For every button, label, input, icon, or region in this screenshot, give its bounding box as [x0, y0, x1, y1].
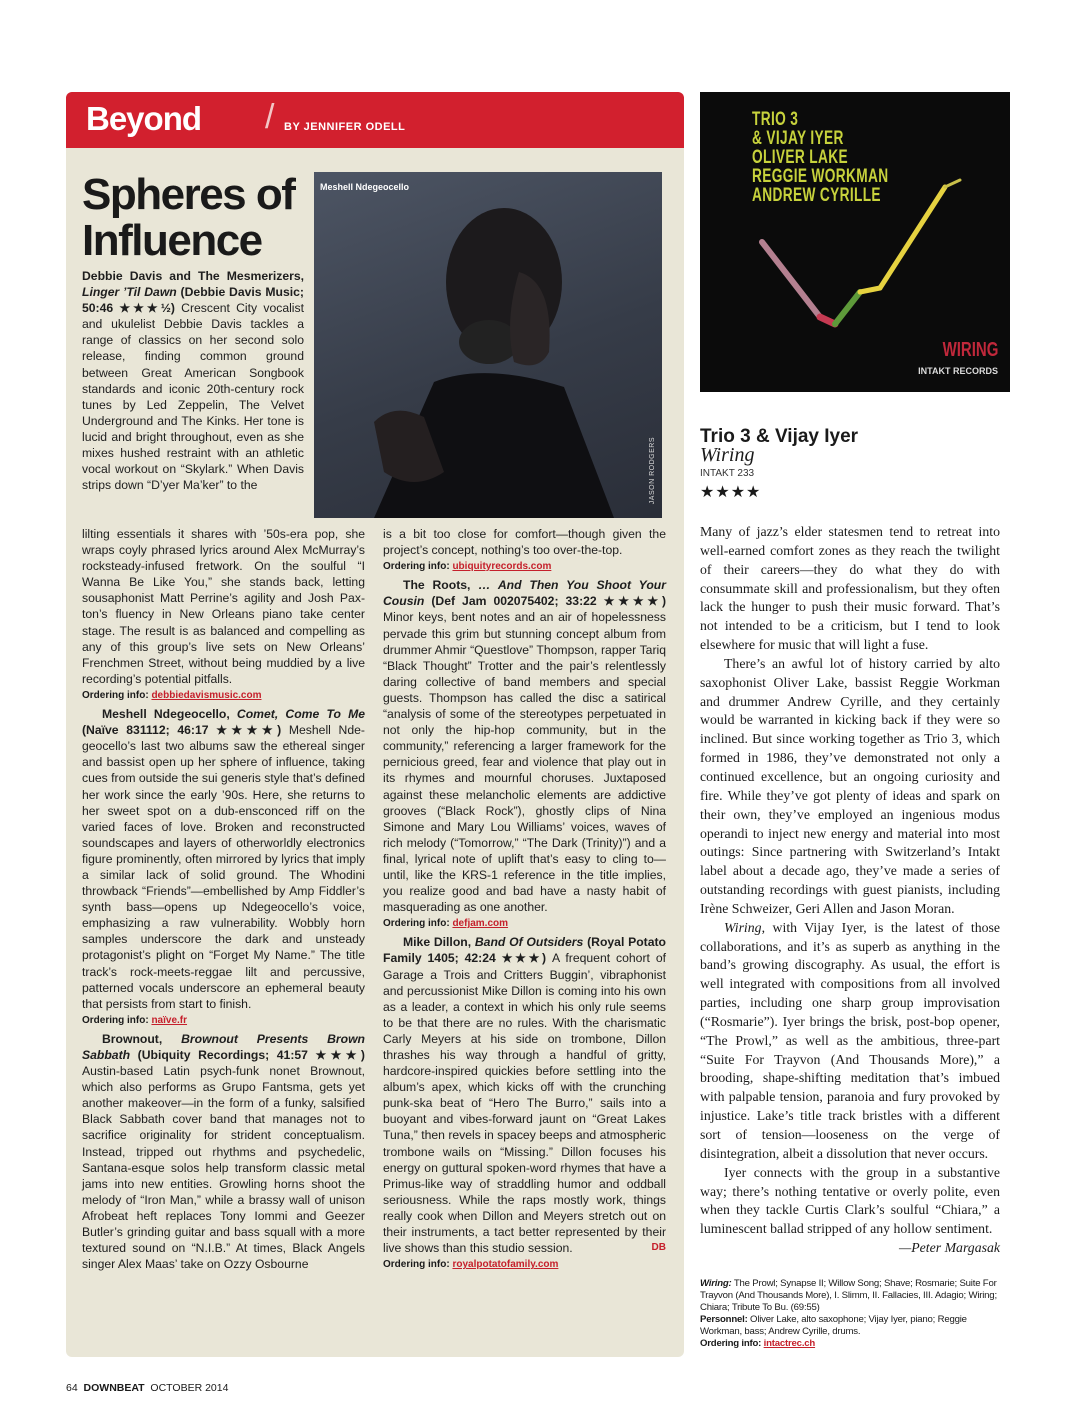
review-1-info: (Debbie Davis Music; 50:46 ★★★½) — [82, 285, 304, 316]
ordering-info-3 — [383, 559, 666, 575]
review-3-info: (Ubiquity Recordings; 41:57 ★★★) — [130, 1048, 365, 1062]
cover-line-2: & VIJAY IYER — [752, 128, 844, 149]
ordering-link-4[interactable]: defjam.com — [452, 918, 509, 930]
featured-album: Wiring — [700, 444, 755, 466]
album-cover — [700, 92, 1010, 392]
paragraph-4 — [700, 1164, 1000, 1256]
issue-date: OCTOBER 2014 — [150, 1382, 229, 1394]
review-2-info: (Naïve 831112; 46:17 ★★★★) — [82, 723, 289, 738]
review-1-title: Linger ’Til Dawn — [82, 285, 177, 300]
review-5-body: A frequent cohort of Garage a Trois and Critters Buggin’, vibraphonist and percussionist Mike Dillon is coming into his own as a leader, a context in which his only rule seems to be that there are no rules. With the charismatic Carly Meyers at his side on trombone, Dillon thrashes his way through a handful of gritty, hardcore-inspired quickies before settling into the album’s apex, which kicks off with the crunching punk-ska beat of “Hero The Burro,” sails into a buoyant and vibes-forward jaunt on “Great Lakes Tuna,” then revels in spacey beeps and atmospheric trombone wails on “Missing.” Dillon focuses his energy on guttural spoken-word rhymes that have a Primus-like way of straddling humor and oddball seriousness. While the raps mostly work, things really cook when Dillon and Meyers stretch out on their instruments, a tact better represented by their live shows than this studio session. — [383, 951, 666, 1256]
review-4-info: (Def Jam 002075402; 33:22 ★★★★) — [424, 594, 666, 609]
tracklist — [700, 1278, 1000, 1314]
review-3-title: Brownout Presents Brown Sabbath — [82, 1031, 365, 1062]
review-author: —Peter Margasak — [898, 1240, 1000, 1256]
ordering-label: Ordering info: — [82, 689, 152, 701]
review-3-body-cont: is a bit too close for comfort—though given the project’s concept, nothing’s too over-the-top. — [383, 527, 666, 558]
magazine-name: DOWNBEAT — [83, 1382, 145, 1394]
featured-review-body — [700, 523, 1000, 1258]
review-1-body: Crescent City vocalist and ukulelist Debbie Davis tackles a range of classics on her second solo release, finding common ground between Great American Songbook standards and iconic 20th-century rock tunes by Led Zeppelin, The Velvet Underground and The Kinks. Her tone is lucid and bright throughout, even as she mixes hushed restraint with an athletic vocal workout on “Skylark.” When Davis strips down “D’yer Ma’ker” to the — [82, 301, 304, 493]
review-5-info: (Royal Potato Family 1405; 42:24 ★★★) — [383, 935, 667, 966]
review-1-artist: Debbie Davis and The Mesmerizers, — [82, 269, 304, 283]
artist-photo — [314, 172, 662, 518]
ordering-label: Ordering info: — [82, 1014, 152, 1026]
review-2-title: Comet, Come To Me — [236, 707, 365, 722]
page-footer — [66, 1382, 228, 1394]
ordering-info-1 — [82, 688, 365, 704]
personnel — [700, 1314, 1000, 1338]
signoff-db: DB — [651, 1242, 666, 1254]
ordering-label: Ordering info: — [383, 918, 453, 930]
ordering-info-2 — [82, 1013, 365, 1029]
ordering-label: Ordering info: — [700, 1338, 764, 1349]
photo-caption: Meshell Ndegeocello — [320, 182, 410, 192]
track-credits — [700, 1278, 1000, 1350]
tracklist-text: The Prowl; Synapse II; Willow Song; Shave; Rosmarie; Suite For Trayvon (And Thousands More), I. Slimm, II. Fallacies, III. Adagio; Wiring; Chiara; Tribute To Bu. (69:55) — [700, 1278, 997, 1313]
ordering-link-1[interactable]: debbiedavismusic.com — [151, 689, 262, 701]
ordering-info-5 — [383, 1257, 666, 1273]
paragraph-2: There’s an awful lot of history carried by alto saxophonist Oliver Lake, bassist Reggie Workman and drummer Andrew Cyrille, and they certainly would be warranted in kicking back if they were so inclined. But since working together as Trio 3, which formed in 1986, they’ve demonstrated not only a continued excellence, but an ongoing curiosity and fire. While they’ve got plenty of ideas and spark on their own, they’ve employed an ingenious modus operandi to inject new energy and material into most outings: Since partnering with Switzerland’s Intakt label about a decade ago, they’ve made a series of outstanding recordings with guest pianists, including Irène Schweizer, Geri Allen and Jason Moran. — [700, 655, 1000, 916]
page-number: 64 — [66, 1382, 78, 1394]
column-1-bottom — [82, 526, 365, 1272]
column-2 — [383, 526, 666, 1275]
header-slash: / — [265, 98, 275, 136]
tracklist-label: Wiring: — [700, 1278, 732, 1289]
review-3-artist: Brownout, — [102, 1031, 182, 1046]
ordering-info-4 — [383, 916, 666, 932]
catalog-number: INTAKT 233 — [700, 468, 755, 479]
personnel-text: Oliver Lake, alto saxophone; Vijay Iyer, piano; Reggie Workman, bass; Andrew Cyrille, drums. — [700, 1314, 967, 1337]
cover-line-1: TRIO 3 — [752, 109, 799, 130]
review-4-artist: The Roots, — [403, 578, 479, 593]
personnel-label: Personnel: — [700, 1314, 748, 1325]
album-cover-label: INTAKT RECORDS — [918, 366, 998, 376]
album-cover-wiring: WIRING — [942, 339, 998, 361]
review-2-body: Meshell Ndegeocello’s last two albums saw the ethereal singer and bassist open up her sphere of influence, taking cues from outside the sui generis style that’s defined her work since the early ’90s. Here, she returns to her sweet spot on a dub-ensconced riff on the varied faces of love. Broken and reconstructed soundscapes and layers of otherworldly electronics figure prominently, often mirrored by lyrics that imply a similar lack of solid ground. The Whodini throwback “Friends”—embellished by Amp Fiddler’s synth bass—opens up Ndegeocello’s voice, emphasizing a raw vulnerability. Wobbly horn samples underscore the dark and unsteady protagonist’s plight on “Forget My Name.” The title track’s rock-meets-reggae lilt and percussive, patterned vocals underscore an ephemeral beauty that persists from start to finish. — [82, 723, 365, 1011]
review-3-body: Austin-based Latin psych-funk nonet Brownout, which also performs as Grupo Fantsma, gets yet another makeover—in the form of a funky, salsified Black Sabbath cover band that manages not to sacrifice originality for strident conceptualism. Instead, tripped out rhythms and psychedelic, Santana-esque solos help transform classic metal jams into new entities. Growling horns shoot the melody of “Iron Man,” while a brassy wall of unison Afrobeat heft replaces Tony Iommi and Geezer Butler’s grinding guitar and bass squall with a more textured sound on “N.I.B.” At times, Black Angels singer Alex Maas’ take on Ozzy Osbourne — [82, 1064, 365, 1272]
ordering-link-3[interactable]: ubiquityrecords.com — [452, 561, 552, 573]
byline: BY JENNIFER ODELL — [284, 121, 406, 133]
paragraph-3-text: , with Vijay Iyer, is the latest of those collaborations, and it’s as superb as anything in the band’s growing discography. As usual, the effort is well integrated with compositions from all involved parties, including one sharp group improvisation (“Rosmarie”). Iyer brings the brisk, post-bop opener, “The Prowl,” as well as the ambitious, three-part “Suite For Trayvon (And Thousands More),” a brooding, shape-shifting meditation that’s imbued with palpable tension, paranoia and fury provoked by injustice. Lake’s title track bristles with a different sort of tension—looseness on the verge of disintegration, albeit a dissolution that never occurs. — [700, 919, 1000, 1161]
page-headline: Spheres of Influence — [82, 170, 295, 265]
column-1-top — [82, 268, 304, 493]
photo-credit: JASON RODGERS — [649, 436, 656, 504]
ordering-link-featured[interactable]: intactrec.ch — [763, 1338, 816, 1349]
review-2-artist: Meshell Ndegeocello, — [102, 707, 237, 722]
section-header — [66, 92, 684, 148]
review-5-title: Band Of Outsiders — [474, 935, 584, 950]
review-4-title: … And Then You Shoot Your Cousin — [383, 578, 666, 609]
review-1-body-cont: lilting essentials it shares with ’50s-era pop, she wraps coyly phrased lyrics around Alex McMurray’s rocksteady-infused fretwork. On the soulful “I Wanna Be Like You,” she stands back, letting sousaphonist Matt Perrine’s agility and Josh Paxton’s fluency in New Orleans piano take center stage. The result is as balanced and compelling as any of this group’s live sets on New Orleans’ Frenchmen Street, without being muddied by a live recording’s potential pitfalls. — [82, 527, 365, 686]
cover-line-3: OLIVER LAKE — [752, 147, 848, 168]
portrait-illustration — [314, 172, 662, 518]
ordering-info-featured — [700, 1338, 1000, 1350]
featured-artist: Trio 3 & Vijay Iyer — [700, 426, 859, 447]
ordering-link-2[interactable]: naïve.fr — [151, 1014, 188, 1026]
cover-line-4: REGGIE WORKMAN — [752, 166, 889, 187]
paragraph-4-text: Iyer connects with the group in a substantive way; there’s nothing tentative or overly polite, even when they tackle Curtis Clark’s soulful “Chiara,” a luminescent ballad stripped of any hollow sentiment. — [700, 1164, 1000, 1237]
paragraph-3 — [700, 919, 1000, 1164]
paragraph-1: Many of jazz’s elder statesmen tend to retreat into well-earned comfort zones as they reach the twilight of their careers—they do what they do with consummate skill and professionalism, but they often lack the hunger to push their music forward. That’s not intended to be a criticism, but I tend to look elsewhere for music that will light a fuse. — [700, 524, 1000, 653]
section-title: Beyond — [86, 100, 202, 137]
ordering-label: Ordering info: — [383, 561, 453, 573]
cover-line-5: ANDREW CYRILLE — [752, 185, 881, 206]
review-5-artist: Mike Dillon, — [403, 935, 475, 950]
star-rating: ★★★★ — [700, 484, 762, 501]
ordering-link-5[interactable]: royalpotatofamily.com — [452, 1259, 559, 1271]
ordering-label: Ordering info: — [383, 1259, 453, 1271]
paragraph-3-album: Wiring — [724, 919, 762, 935]
review-4-body: Minor keys, bent notes and an air of hopelessness pervade this grim but stunning concept album from drummer Ahmir “Questlove” Thompson, rapper Tariq “Black Thought” Trotter and the pair’s relentlessly daring collective of band members and special guests. Thompson has called the disc a satirical “analysis of some of the stereotypes perpetuated in not only the hip-hop community, but in the community,” referencing a larger framework for the pernicious greed, fear and violence that play out in its rhymes and mournful choruses. Juxtaposed against these melancholic elements are addictive grooves (“Black Rock”), ghostly clips of Nina Simone and Mary Lou Williams’ voices, waves of rich melody (“Tomorrow,” “The Dark (Trinity)”) and a final, lyrical note of uplift that’s easy to cling to—until, like the KRS-1 reference in the title implies, you realize good and bad have a nasty habit of masquerading as one another. — [383, 610, 666, 915]
